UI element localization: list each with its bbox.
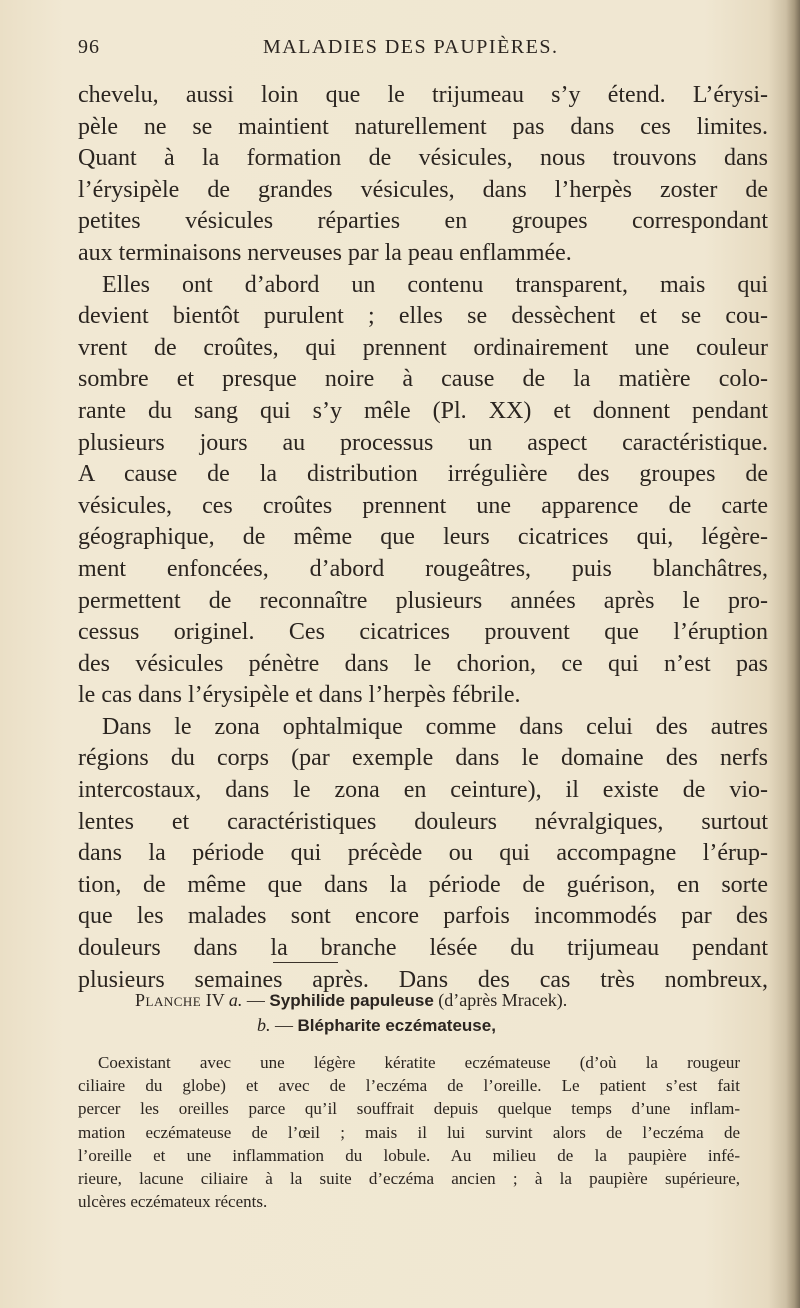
item-b-letter: b.	[257, 1015, 271, 1035]
plate-caption-body	[78, 1051, 740, 1213]
body-text-line: devient bientôt purulent ; elles se dessèchent et se cou-	[78, 303, 768, 330]
body-text-line: Quant à la formation de vésicules, nous trouvons dans	[78, 145, 768, 172]
caption-text-line: ulcères eczémateux récents.	[78, 1192, 268, 1212]
body-text-line: dans la période qui précède ou qui accompagne l’érup-	[78, 840, 768, 867]
body-text-line: géographique, de même que leurs cicatrices qui, légère-	[78, 524, 768, 551]
body-text	[78, 80, 768, 996]
page-edge-shadow	[786, 0, 800, 1308]
body-text-line: cessus originel. Ces cicatrices prouvent que l’éruption	[78, 619, 768, 646]
item-b-title: Blépharite eczémateuse,	[297, 1016, 496, 1035]
caption-text-line: mation eczémateuse de l’œil ; mais il lui survint alors de l’eczéma de	[78, 1122, 740, 1142]
body-text-line: régions du corps (par exemple dans le domaine des nerfs	[78, 745, 768, 772]
caption-text-line: l’oreille et une inflammation du lobule. Au milieu de la paupière infé-	[78, 1145, 740, 1165]
running-head: MALADIES DES PAUPIÈRES.	[263, 36, 559, 58]
plate-caption-heading	[135, 988, 735, 1038]
body-text-line: le cas dans l’érysipèle et dans l’herpès fébrile.	[78, 682, 521, 709]
caption-text-line: Coexistant avec une légère kératite eczémateuse (d’où la rougeur	[98, 1053, 740, 1072]
caption-separator-rule	[273, 962, 338, 963]
body-text-line: aux terminaisons nerveuses par la peau enflammée.	[78, 239, 572, 266]
caption-text-line: rieure, lacune ciliaire à la suite d’eczéma ancien ; à la paupière supérieure,	[78, 1168, 740, 1188]
body-text-line: A cause de la distribution irrégulière des groupes de	[78, 461, 768, 488]
body-text-line: que les malades sont encore parfois incommodés par des	[78, 903, 768, 930]
body-text-line: permettent de reconnaître plusieurs années après le pro-	[78, 587, 768, 614]
body-text-line: sombre et presque noire à cause de la matière colo-	[78, 366, 768, 393]
body-text-line: plusieurs jours au processus un aspect caractéristique.	[78, 429, 768, 456]
item-a-source: (d’après Mracek).	[438, 990, 568, 1010]
item-a-letter: a.	[228, 990, 243, 1010]
body-text-line: chevelu, aussi loin que le trijumeau s’y étend. L’érysi-	[78, 82, 768, 108]
plate-caption-row-a	[135, 988, 735, 1013]
body-text-line: Elles ont d’abord un contenu transparent, mais qui	[102, 271, 768, 298]
body-text-line: lentes et caractéristiques douleurs névralgiques, surtout	[78, 808, 768, 835]
body-text-line: des vésicules pénètre dans le chorion, ce qui n’est pas	[78, 650, 768, 677]
plate-caption-row-b	[135, 1013, 735, 1038]
item-a-title: Syphilide papuleuse	[269, 991, 434, 1010]
body-text-line: Dans le zona ophtalmique comme dans celui des autres	[102, 713, 768, 740]
body-text-line: tion, de même que dans la période de guérison, en sorte	[78, 871, 768, 898]
body-text-line: l’érysipèle de grandes vésicules, dans l’herpès zoster de	[78, 176, 768, 203]
body-text-line: vésicules, ces croûtes prennent une apparence de carte	[78, 492, 768, 519]
caption-dash-a: —	[246, 990, 265, 1010]
caption-text-line: percer les oreilles parce qu’il souffrait depuis quelque temps d’une inflam-	[78, 1099, 740, 1119]
plate-number: IV	[205, 990, 225, 1010]
body-text-line: vrent de croûtes, qui prennent ordinairement une couleur	[78, 334, 768, 361]
body-text-line: douleurs dans la branche lésée du trijumeau pendant	[78, 935, 768, 962]
caption-text-line: ciliaire du globe) et avec de l’eczéma de l’oreille. Le patient s’est fait	[78, 1076, 740, 1096]
body-text-line: rante du sang qui s’y mêle (Pl. XX) et donnent pendant	[78, 397, 768, 424]
page-number: 96	[78, 36, 100, 58]
body-text-line: plusieurs semaines après. Dans des cas très nombreux,	[78, 966, 768, 993]
caption-dash-b: —	[275, 1015, 293, 1035]
page-header	[78, 36, 738, 60]
body-text-line: petites vésicules réparties en groupes correspondant	[78, 208, 768, 235]
body-text-line: intercostaux, dans le zona en ceinture), il existe de vio-	[78, 777, 768, 804]
body-text-line: pèle ne se maintient naturellement pas dans ces limites.	[78, 113, 768, 140]
plate-label: Planche	[135, 990, 202, 1010]
body-text-line: ment enfoncées, d’abord rougeâtres, puis blanchâtres,	[78, 555, 768, 582]
